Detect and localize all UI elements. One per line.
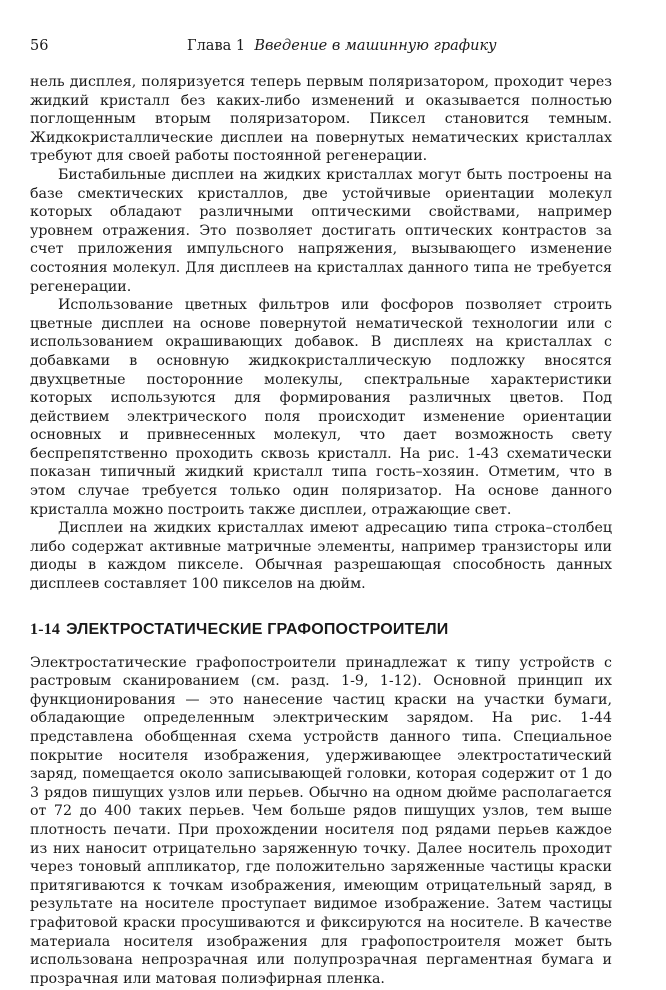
section-number: 1-14: [30, 620, 61, 638]
paragraph-bistable-displays: Бистабильные дисплеи на жидких кристаллах могут быть построены на базе смектических кристаллов, две устойчивые ориентации молекул которых обладают различными оптическими свойствами, например уровнем отражения. Это позволяет достигать оптических контрастов за счет приложения импульсного напряжения, вызывающего изменение состояния молекул. Для дисплеев на кристаллах данного типа не требуется регенерации.: [30, 166, 612, 295]
paragraph-electrostatic-plotters: Электростатические графопостроители принадлежат к типу устройств с растровым сканированием (см. разд. 1-9, 1-12). Основной принцип их функционирования — это нанесение частиц краски на участки бумаги, обладающие определенным электрическим зарядом. На рис. 1-44 представлена обобщенная схема устройств данного типа. Специальное покрытие носителя изображения, удерживающее электростатический заряд, помещается около записывающей головки, которая содержит от 1 до 3 рядов пишущих узлов или перьев. Обычно на одном дюйме располагается от 72 до 400 таких перьев. Чем больше рядов пишущих узлов, тем выше плотность печати. При прохождении носителя под рядами перьев каждое из них наносит отрицательно заряженную точку. Далее носитель проходит через тоновый аппликатор, где положительно заряженные частицы краски притягиваются к точкам изображения, имеющим отрицательный заряд, в результате на носителе проступает видимое изображение. Затем частицы графитовой краски просушиваются и фиксируются на носителе. В качестве материала носителя изображения для графопостроителя может быть использована непрозрачная или полупрозрачная пергаментная бумага и прозрачная или матовая полиэфирная пленка.: [30, 654, 612, 987]
page-number: 56: [30, 38, 49, 54]
running-head: [187, 38, 497, 54]
paragraph-continued: нель дисплея, поляризуется теперь первым поляризатором, проходит через жидкий кристалл без каких-либо изменений и оказывается полностью поглощенным вторым поляризатором. Пиксел становится темным. Жидкокристаллические дисплеи на повернутых нематических кристаллах требуют для своей работы постоянной регенерации.: [30, 74, 612, 165]
chapter-label: Глава 1: [187, 38, 246, 54]
paragraph-color-filters: Использование цветных фильтров или фосфоров позволяет строить цветные дисплеи на основе повернутой нематической технологии или с использованием окрашивающих добавок. В дисплеях на кристаллах с добавками в основную жидкокристаллическую подложку вносятся двухцветные посторонние молекулы, спектральные характеристики которых используются для формирования различных цветов. Под действием электрического поля происходит изменение ориентации основных и привнесенных молекул, что дает возможность свету беспрепятственно проходить сквозь кристалл. На рис. 1-43 схематически показан типичный жидкий кристалл типа гость–хозяин. Отметим, что в этом случае требуется только один поляризатор. На основе данного кристалла можно построить также дисплеи, отражающие свет.: [30, 297, 612, 518]
section-title: ЭЛЕКТРОСТАТИЧЕСКИЕ ГРАФОПОСТРОИТЕЛИ: [66, 620, 449, 638]
body-text: [30, 73, 612, 988]
section-heading: [30, 620, 612, 640]
chapter-title: Введение в машинную графику: [254, 38, 497, 54]
paragraph-addressing: Дисплеи на жидких кристаллах имеют адресацию типа строка–столбец либо содержат активные матричные элементы, например транзисторы или диоды в каждом пикселе. Обычная разрешающая способность данных дисплеев составляет 100 пикселов на дюйм.: [30, 520, 612, 593]
page-header: [30, 38, 612, 60]
